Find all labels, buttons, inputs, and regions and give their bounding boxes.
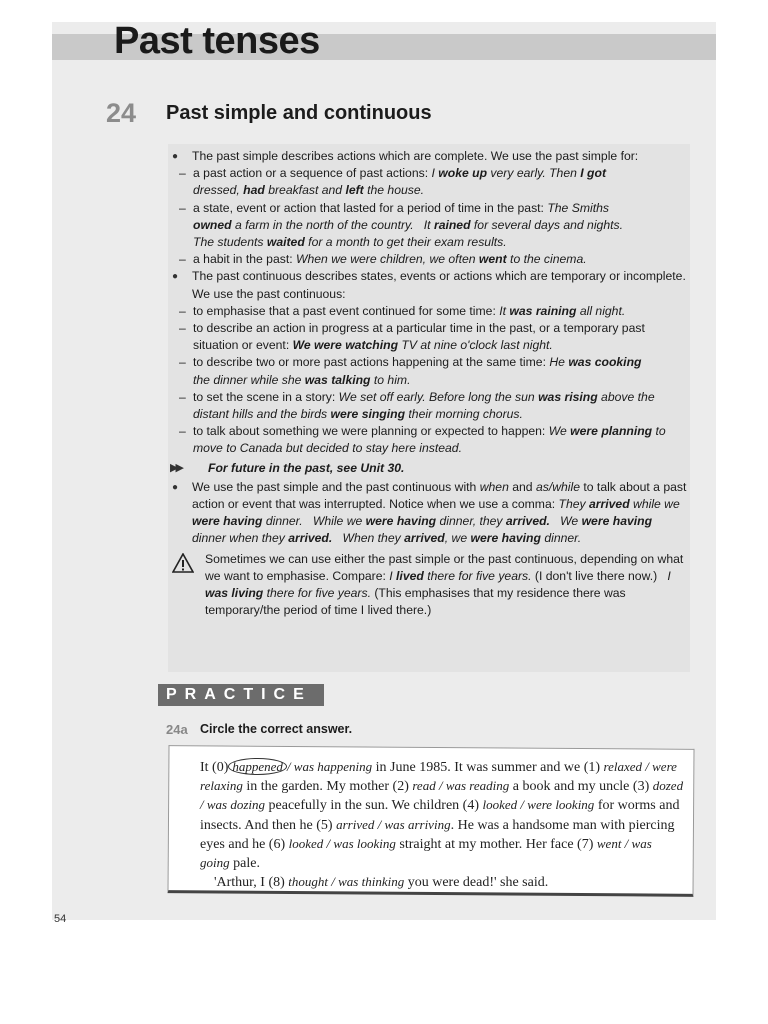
circled-answer[interactable]: happened	[228, 758, 287, 775]
rule-past-simple-state: – a state, event or action that lasted for a period of time in the past: The Smiths owned a farm in the north of the country. It rained for several days and nights. The students waited for a month to get their exam results.	[172, 200, 688, 252]
rule-interrupted-action: ● We use the past simple and the past continuous with when and as/while to talk about a past action or event that was interrupted. Notice when we use a comma: They arrived while we were having dinner. While we were having dinner, they arrived. We were having dinner when they arrived. When they arrived, we were having dinner.	[172, 479, 688, 548]
cross-reference: ▶▶ For future in the past, see Unit 30.	[172, 460, 688, 477]
practice-banner: PRACTICE	[158, 684, 324, 706]
rule-past-continuous-progress: – to describe an action in progress at a particular time in the past, or a temporary past situation or event: We were watching TV at nine o'clock last night.	[172, 320, 688, 354]
rule-past-continuous-scene: – to set the scene in a story: We set off early. Before long the sun was rising above the distant hills and the birds were singing their morning chorus.	[172, 389, 688, 423]
double-arrow-icon: ▶▶	[170, 461, 181, 474]
rules-text	[172, 148, 688, 619]
rule-past-continuous: ● The past continuous describes states, events or actions which are temporary or incomplete. We use the past continuous:	[172, 268, 688, 302]
rule-past-continuous-plans: – to talk about something we were planning or expected to happen: We were planning to move to Canada but decided to stay here instead.	[172, 423, 688, 457]
rule-past-simple: ● The past simple describes actions which are complete. We use the past simple for:	[172, 148, 688, 165]
exercise-text: It (0) happened / was happening in June 1985. It was summer and we (1) relaxed / were relaxing in the garden. My mother (2) read / was reading a book and my uncle (3) dozed / was dozing peacefully in the sun. We children (4) looked / were looking for worms and insects. And then he (5) arrived / was arriving. He was a handsome man with piercing eyes and he (6) looked / was looking straight at my mother. Her face (7) went / was going pale. 'Arthur, I (8) thought / was thinking you were dead!' she said.	[200, 759, 684, 891]
rule-past-continuous-emphasis: – to emphasise that a past event continued for some time: It was raining all night.	[172, 303, 688, 320]
warning-icon	[172, 553, 194, 573]
rule-past-simple-sequence: – a past action or a sequence of past actions: I woke up very early. Then I got dressed, had breakfast and left the house.	[172, 165, 688, 199]
page-number: 54	[54, 913, 67, 925]
exercise-title: Circle the correct answer.	[200, 722, 353, 736]
page-title: Past tenses	[114, 20, 320, 62]
rule-past-simple-habit: – a habit in the past: When we were children, we often went to the cinema.	[172, 251, 688, 268]
unit-title: Past simple and continuous	[166, 102, 432, 124]
rule-past-continuous-simultaneous: – to describe two or more past actions happening at the same time: He was cooking the dinner while she was talking to him.	[172, 354, 688, 388]
unit-number: 24	[106, 98, 137, 128]
warning-note: Sometimes we can use either the past simple or the past continuous, depending on what we want to emphasise. Compare: I lived there for five years. (I don't live there now.) I was living there for five years. (This emphasises that my residence there was temporary/the period of time I lived there.)	[172, 551, 688, 620]
exercise-number: 24a	[166, 722, 188, 737]
